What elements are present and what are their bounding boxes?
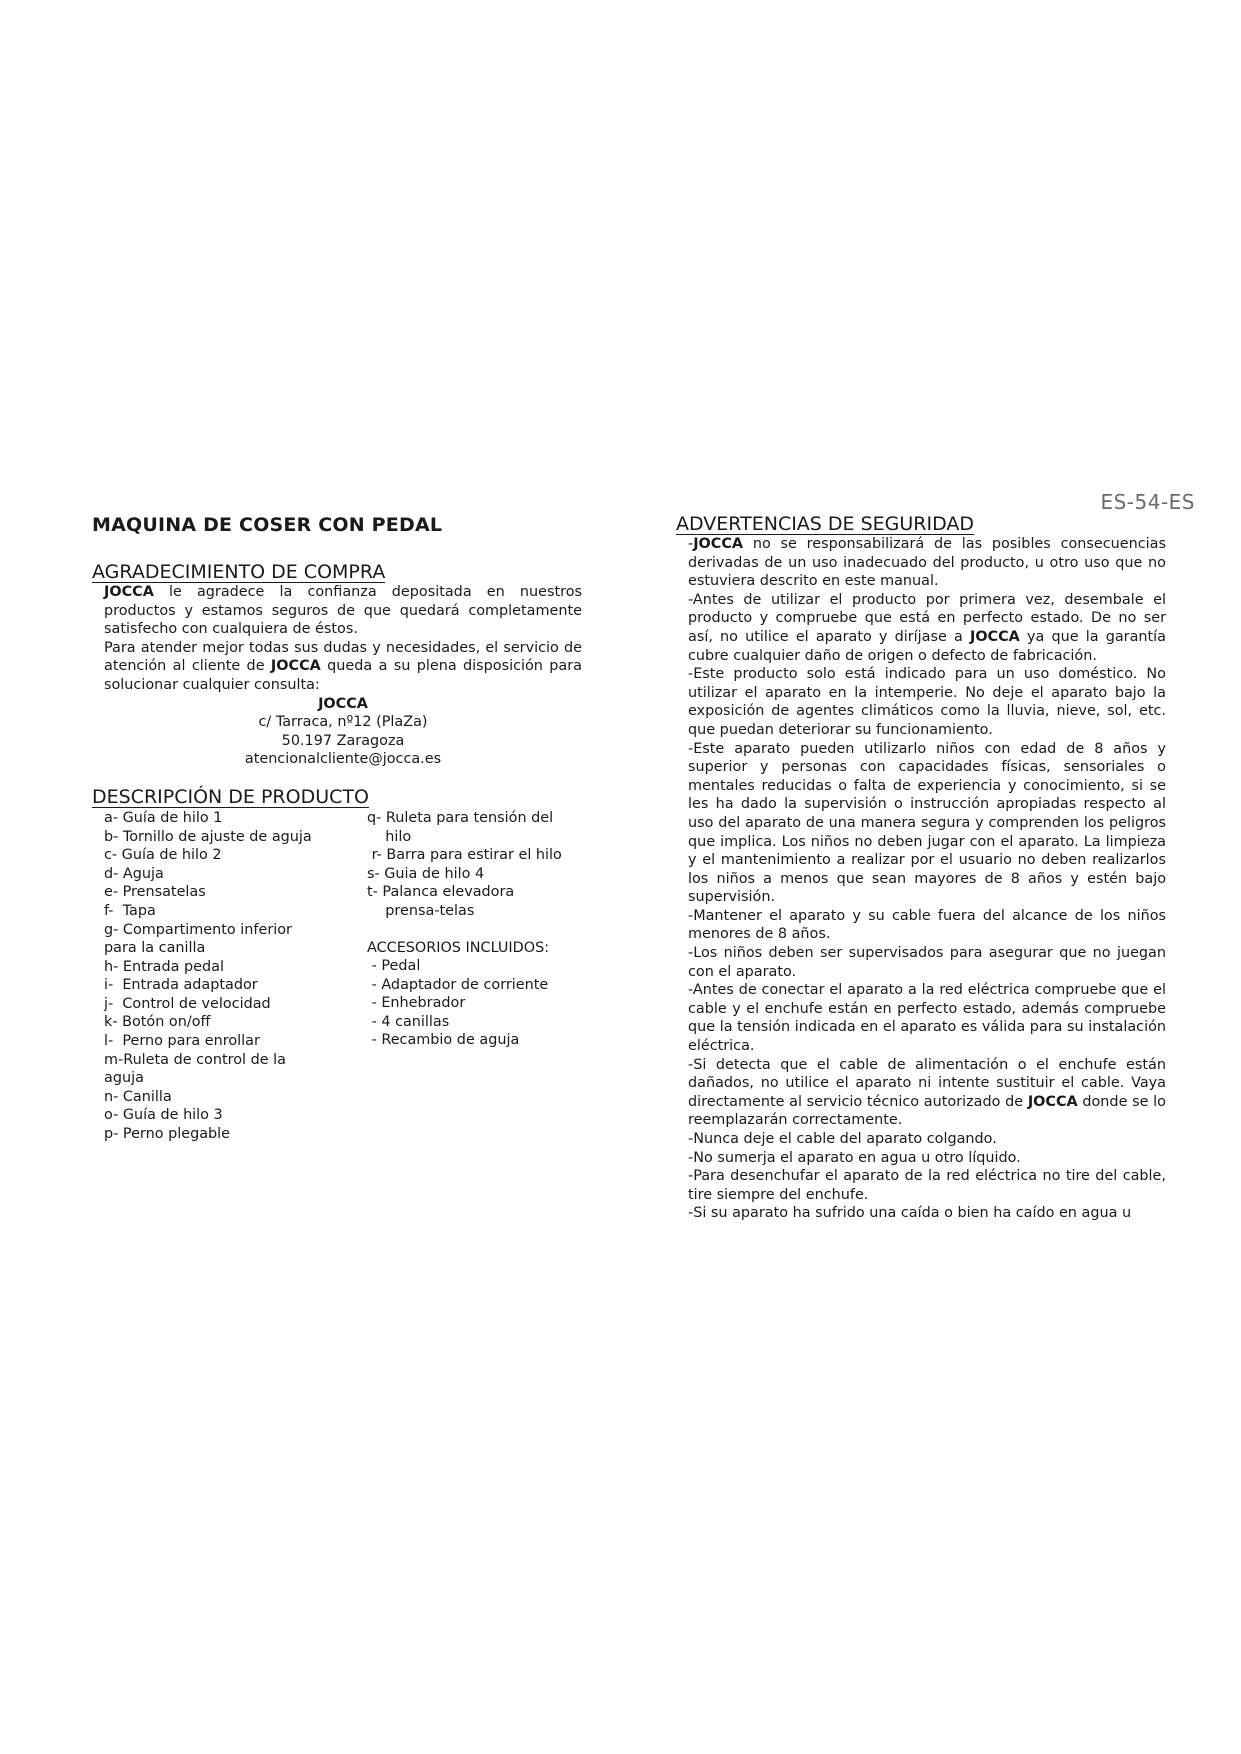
brand-name: JOCCA <box>1027 1093 1078 1110</box>
warning-item <box>688 1056 1166 1130</box>
warning-item: -Este aparato pueden utilizarlo niños con edad de 8 años y superior y personas con capacidades físicas, sensoriales o mentales reducidas o falta de experiencia y conocimiento, si se les ha dado la supervisión o instrucción apropiadas respecto al uso del aparato de una manera segura y comprenden los peligros que implica. Los niños no deben jugar con el aparato. La limpieza y el mantenimiento a realizar por el usuario no deben realizarlos los niños a menos que sean mayores de 8 años y estén bajo supervisión. <box>688 740 1166 906</box>
brand-name: JOCCA <box>969 628 1020 645</box>
thanks-heading: AGRADECIMIENTO DE COMPRA <box>92 561 386 583</box>
warnings-section <box>676 535 1166 1223</box>
part-list-item: b- Tornillo de ajuste de aguja <box>104 828 312 845</box>
brand-name: JOCCA <box>270 658 321 675</box>
part-list-item: t- Palanca elevadora <box>367 884 515 901</box>
part-list-item: j- Control de velocidad <box>104 995 271 1012</box>
part-list-item: g- Compartimento inferior <box>104 921 292 938</box>
address-city: 50.197 Zaragoza <box>281 732 405 749</box>
contact-address <box>104 695 582 769</box>
warning-item: -Si su aparato ha sufrido una caída o bien ha caído en agua u <box>688 1205 1132 1222</box>
left-column <box>92 514 592 1147</box>
warning-item <box>688 591 1166 665</box>
part-list-item: p- Perno plegable <box>104 1126 231 1143</box>
accessory-item: - Recambio de aguja <box>367 1032 520 1049</box>
thanks-p1-text: le agradece la confianza depositada en nuestros productos y estamos seguros de que quedará completamente satisfecho con cualquiera de éstos. <box>104 584 582 638</box>
right-column <box>676 514 1176 1223</box>
warning-item: -Nunca deje el cable del aparato colgando. <box>688 1131 997 1147</box>
brand-name: JOCCA <box>693 536 744 552</box>
parts-list-right <box>367 809 577 1050</box>
address-brand: JOCCA <box>318 695 368 712</box>
part-list-item: f- Tapa <box>104 902 156 919</box>
part-list-item: r- Barra para estirar el hilo <box>367 847 562 864</box>
warnings-heading: ADVERTENCIAS DE SEGURIDAD <box>676 513 975 535</box>
warning-item: -Este producto solo está indicado para un uso doméstico. No utilizar el aparato en la intemperie. No deje el aparato bajo la exposición de agentes climáticos como la lluvia, nieve, sol, etc. que puedan deteriorar su funcionamiento. <box>688 666 1166 738</box>
part-list-item: l- Perno para enrollar <box>104 1033 260 1050</box>
part-list-item: aguja <box>104 1070 144 1087</box>
description-section <box>92 787 592 1147</box>
thanks-p2-text-a: Para atender mejor todas sus dudas y necesidades, el servicio de atención al cliente de <box>104 639 582 675</box>
part-list-item: s- Guia de hilo 4 <box>367 865 485 882</box>
accessory-item: - 4 canillas <box>367 1013 450 1030</box>
thanks-section <box>92 583 582 695</box>
accessory-item: - Adaptador de corriente <box>367 976 549 993</box>
part-list-item: a- Guía de hilo 1 <box>104 809 223 826</box>
warning-item: -Los niños deben ser supervisados para asegurar que no juegan con el aparato. <box>688 945 1166 980</box>
thanks-p2-text-b: queda a su plena disposición para solucionar cualquier consulta: <box>104 658 582 693</box>
part-list-item: prensa-telas <box>367 902 475 919</box>
warning-text: -Antes de utilizar el producto por primera vez, desembale el producto y compruebe que está en perfecto estado. De no ser así, no utilice el aparato y diríjase a <box>688 591 1166 645</box>
description-heading: DESCRIPCIÓN DE PRODUCTO <box>92 785 369 808</box>
address-street: c/ Tarraca, nº12 (PlaZa) <box>258 714 428 731</box>
warning-text: donde se lo reemplazarán correctamente. <box>688 1093 1166 1129</box>
part-list-item: m-Ruleta de control de la <box>104 1051 286 1068</box>
warning-text: -Si detecta que el cable de alimentación o el enchufe están dañados, no utilice el aparato ni intente sustituir el cable. Vaya directamente al servicio técnico autorizado de <box>688 1056 1166 1110</box>
warning-item: -Mantener el aparato y su cable fuera del alcance de los niños menores de 8 años. <box>688 907 1166 943</box>
warning-dash: - <box>688 536 694 552</box>
address-email: atencionalcliente@jocca.es <box>244 751 442 768</box>
part-list-item: i- Entrada adaptador <box>104 977 258 994</box>
accessories-heading: ACCESORIOS INCLUIDOS: <box>367 939 550 956</box>
part-list-item: d- Aguja <box>104 865 164 882</box>
part-list-item: o- Guía de hilo 3 <box>104 1107 223 1124</box>
part-list-item: para la canilla <box>104 940 206 957</box>
part-list-item: q- Ruleta para tensión del <box>367 809 554 826</box>
warning-item: -No sumerja el aparato en agua u otro líquido. <box>688 1149 1021 1166</box>
thanks-paragraph-2 <box>104 639 582 695</box>
part-list-item: n- Canilla <box>104 1088 172 1105</box>
warning-text: ya que la garantía cubre cualquier daño de origen o defecto de fabricación. <box>688 628 1166 664</box>
part-list-item: hilo <box>367 828 412 845</box>
part-list-item: e- Prensatelas <box>104 884 206 901</box>
part-list-item: c- Guía de hilo 2 <box>104 847 222 864</box>
accessory-item: - Pedal <box>367 958 421 975</box>
brand-name: JOCCA <box>104 584 154 600</box>
warning-item: -Para desenchufar el aparato de la red eléctrica no tire del cable, tire siempre del enchufe. <box>688 1168 1166 1203</box>
warning-text: no se responsabilizará de las posibles consecuencias derivadas de un uso inadecuado del producto, u otro uso que no estuviera descrito en este manual. <box>688 536 1166 590</box>
warning-item <box>688 535 1166 591</box>
parts-list-left <box>104 809 314 1144</box>
warning-item: -Antes de conectar el aparato a la red eléctrica compruebe que el cable y el enchufe están en perfecto estado, además compruebe que la tensión indicada en el aparato es válida para su instalación eléctrica. <box>688 982 1166 1055</box>
thanks-paragraph-1 <box>104 583 582 639</box>
accessory-item: - Enhebrador <box>367 995 466 1012</box>
document-title: MAQUINA DE COSER CON PEDAL <box>92 514 443 536</box>
page-number: ES-54-ES <box>1100 490 1195 514</box>
part-list-item: h- Entrada pedal <box>104 958 224 975</box>
part-list-item: k- Botón on/off <box>104 1014 211 1031</box>
